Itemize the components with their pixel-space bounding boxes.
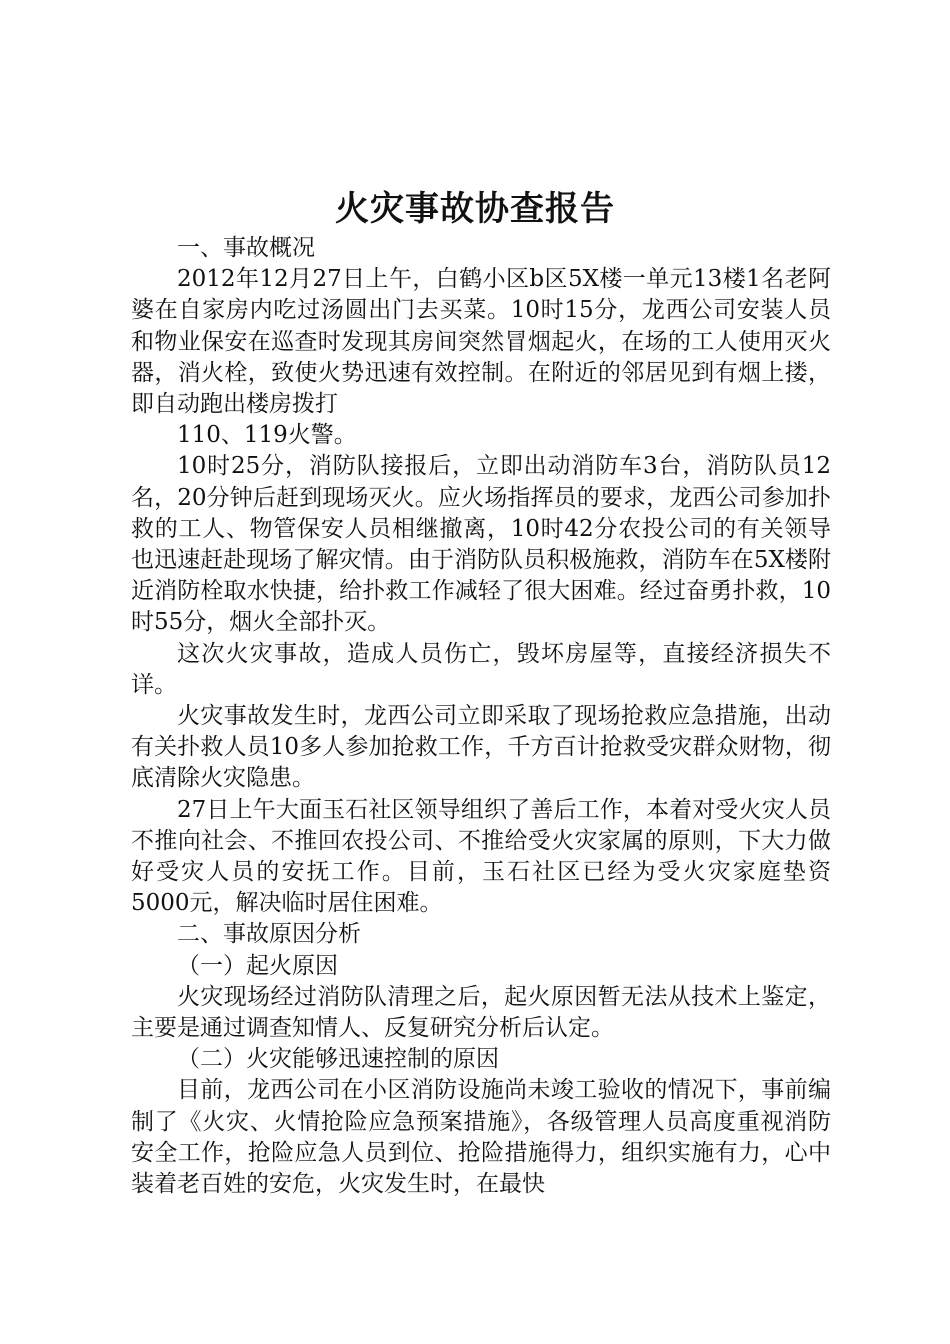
paragraph-alarm-number: 110、119火警。 bbox=[177, 422, 357, 449]
document-title: 火灾事故协查报告 bbox=[335, 189, 615, 229]
section-heading-overview: 一、事故概况 bbox=[177, 235, 315, 261]
paragraph-fire-cause: 火灾现场经过消防队清理之后，起火原因暂无法从技术上鉴定，主要是通过调查知情人、反复研究分析后认定。 bbox=[131, 983, 831, 1042]
paragraph-incident-start: 2012年12月27日上午，白鹤小区b区5X楼一单元13楼1名老阿婆在自家房内吃过汤圆出门去买菜。10时15分，龙西公司安装人员和物业保安在巡查时发现其房间突然冒烟起火，在场的工人使用灭火器，消火栓，致使火势迅速有效控制。在附近的邻居见到有烟上搂，即自动跑出楼房拨打 bbox=[131, 266, 831, 418]
subheading-rapid-control: （二）火灾能够迅速控制的原因 bbox=[177, 1046, 499, 1073]
paragraph-rapid-control: 目前，龙西公司在小区消防设施尚未竣工验收的情况下，事前编制了《火灾、火情抢险应急预案措施》，各级管理人员高度重视消防安全工作，抢险应急人员到位、抢险措施得力，组织实施有力，心中装着老百姓的安危，火灾发生时，在最快 bbox=[131, 1077, 831, 1198]
paragraph-emergency-measures: 火灾事故发生时，龙西公司立即采取了现场抢救应急措施，出动有关扑救人员10多人参加抢救工作，千方百计抢救受灾群众财物，彻底清除火灾隐患。 bbox=[131, 703, 831, 792]
paragraph-fire-response: 10时25分，消防队接报后，立即出动消防车3台，消防队员12名，20分钟后赶到现场灭火。应火场指挥员的要求，龙西公司参加扑救的工人、物管保安人员相继撤离，10时42分农投公司的有关领导也迅速赶赴现场了解灾情。由于消防队员积极施救，消防车在5X楼附近消防栓取水快捷，给扑救工作减轻了很大困难。经过奋勇扑救，10时55分，烟火全部扑灭。 bbox=[131, 453, 831, 636]
document-body bbox=[131, 233, 831, 1200]
section-heading-cause-analysis: 二、事故原因分析 bbox=[177, 921, 361, 948]
subheading-fire-cause: （一）起火原因 bbox=[177, 952, 338, 979]
paragraph-aftermath: 27日上午大面玉石社区领导组织了善后工作，本着对受火灾人员不推向社会、不推回农投公司、不推给受火灾家属的原则，下大力做好受灾人员的安抚工作。目前，玉石社区已经为受火灾家庭垫资5000元，解决临时居住困难。 bbox=[131, 796, 831, 917]
paragraph-losses: 这次火灾事故，造成人员伤亡，毁坏房屋等，直接经济损失不详。 bbox=[131, 640, 831, 698]
